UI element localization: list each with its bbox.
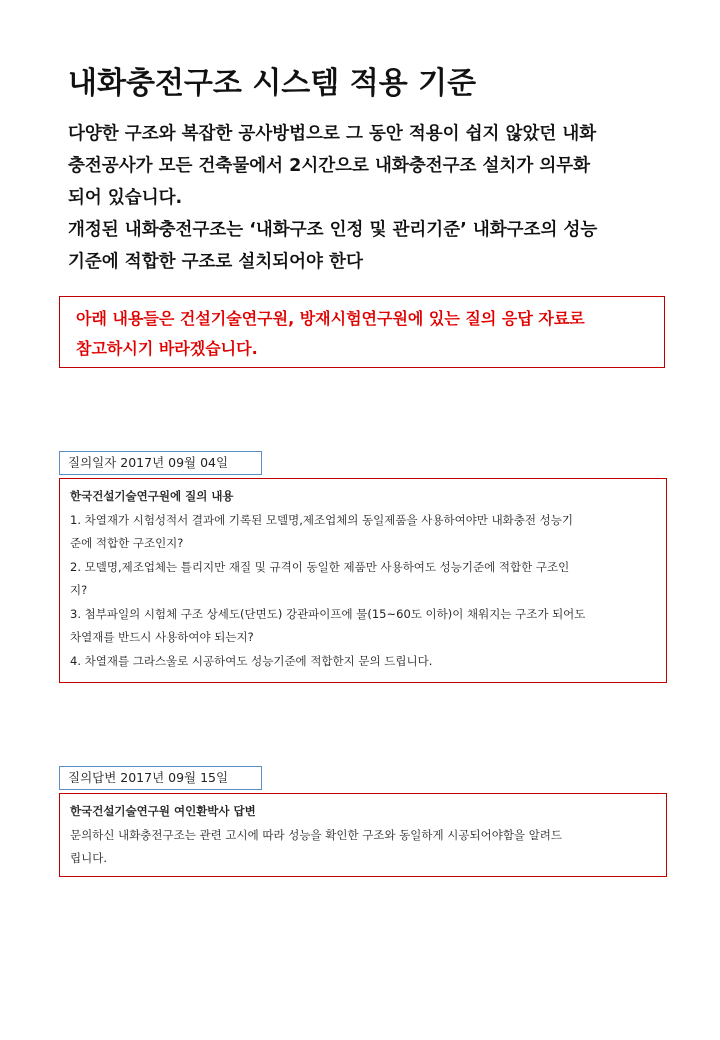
inquiry-content-box bbox=[59, 478, 667, 683]
inquiry-line: 지? bbox=[70, 583, 88, 597]
inquiry-line: 4. 차열재를 그라스울로 시공하여도 성능기준에 적합한지 문의 드립니다. bbox=[70, 653, 433, 668]
answer-line: 립니다. bbox=[70, 851, 107, 865]
inquiry-heading: 한국건설기술연구원에 질의 내용 bbox=[70, 489, 234, 503]
intro-line: 되어 있습니다. bbox=[68, 188, 183, 208]
intro-line: 개정된 내화충전구조는 ‘내화구조 인정 및 관리기준’ 내화구조의 성능 bbox=[68, 220, 598, 240]
answer-date-label: 질의답변 2017년 09월 15일 bbox=[59, 766, 262, 790]
inquiry-line: 준에 적합한 구조인지? bbox=[70, 536, 184, 550]
intro-paragraph bbox=[68, 118, 688, 278]
answer-heading: 한국건설기술연구원 여인환박사 답변 bbox=[70, 804, 256, 818]
notice-line: 참고하시기 바라겠습니다. bbox=[76, 339, 258, 358]
inquiry-line: 차열재를 반드시 사용하여야 되는지? bbox=[70, 630, 254, 644]
inquiry-line: 1. 차열재가 시험성적서 결과에 기록된 모델명,제조업체의 동일제품을 사용하여야만 내화충전 성능기 bbox=[70, 512, 573, 527]
inquiry-line: 3. 첨부파일의 시험체 구조 상세도(단면도) 강관파이프에 물(15~60도 이하)이 채워지는 구조가 되어도 bbox=[70, 606, 586, 621]
intro-line: 다양한 구조와 복잡한 공사방법으로 그 동안 적용이 쉽지 않았던 내화 bbox=[68, 124, 597, 144]
notice-box bbox=[59, 296, 665, 368]
inquiry-line: 2. 모델명,제조업체는 틀리지만 재질 및 규격이 동일한 제품만 사용하여도 성능기준에 적합한 구조인 bbox=[70, 559, 570, 574]
answer-content-box bbox=[59, 793, 667, 877]
intro-line: 기준에 적합한 구조로 설치되어야 한다 bbox=[68, 252, 363, 272]
intro-line: 충전공사가 모든 건축물에서 2시간으로 내화충전구조 설치가 의무화 bbox=[68, 156, 591, 176]
page-title: 내화충전구조 시스템 적용 기준 bbox=[68, 66, 477, 101]
inquiry-date-label: 질의일자 2017년 09월 04일 bbox=[59, 451, 262, 475]
answer-line: 문의하신 내화충전구조는 관련 고시에 따라 성능을 확인한 구조와 동일하게 시공되어야함을 알려드 bbox=[70, 827, 563, 842]
notice-line: 아래 내용들은 건설기술연구원, 방재시험연구원에 있는 질의 응답 자료로 bbox=[76, 309, 585, 328]
